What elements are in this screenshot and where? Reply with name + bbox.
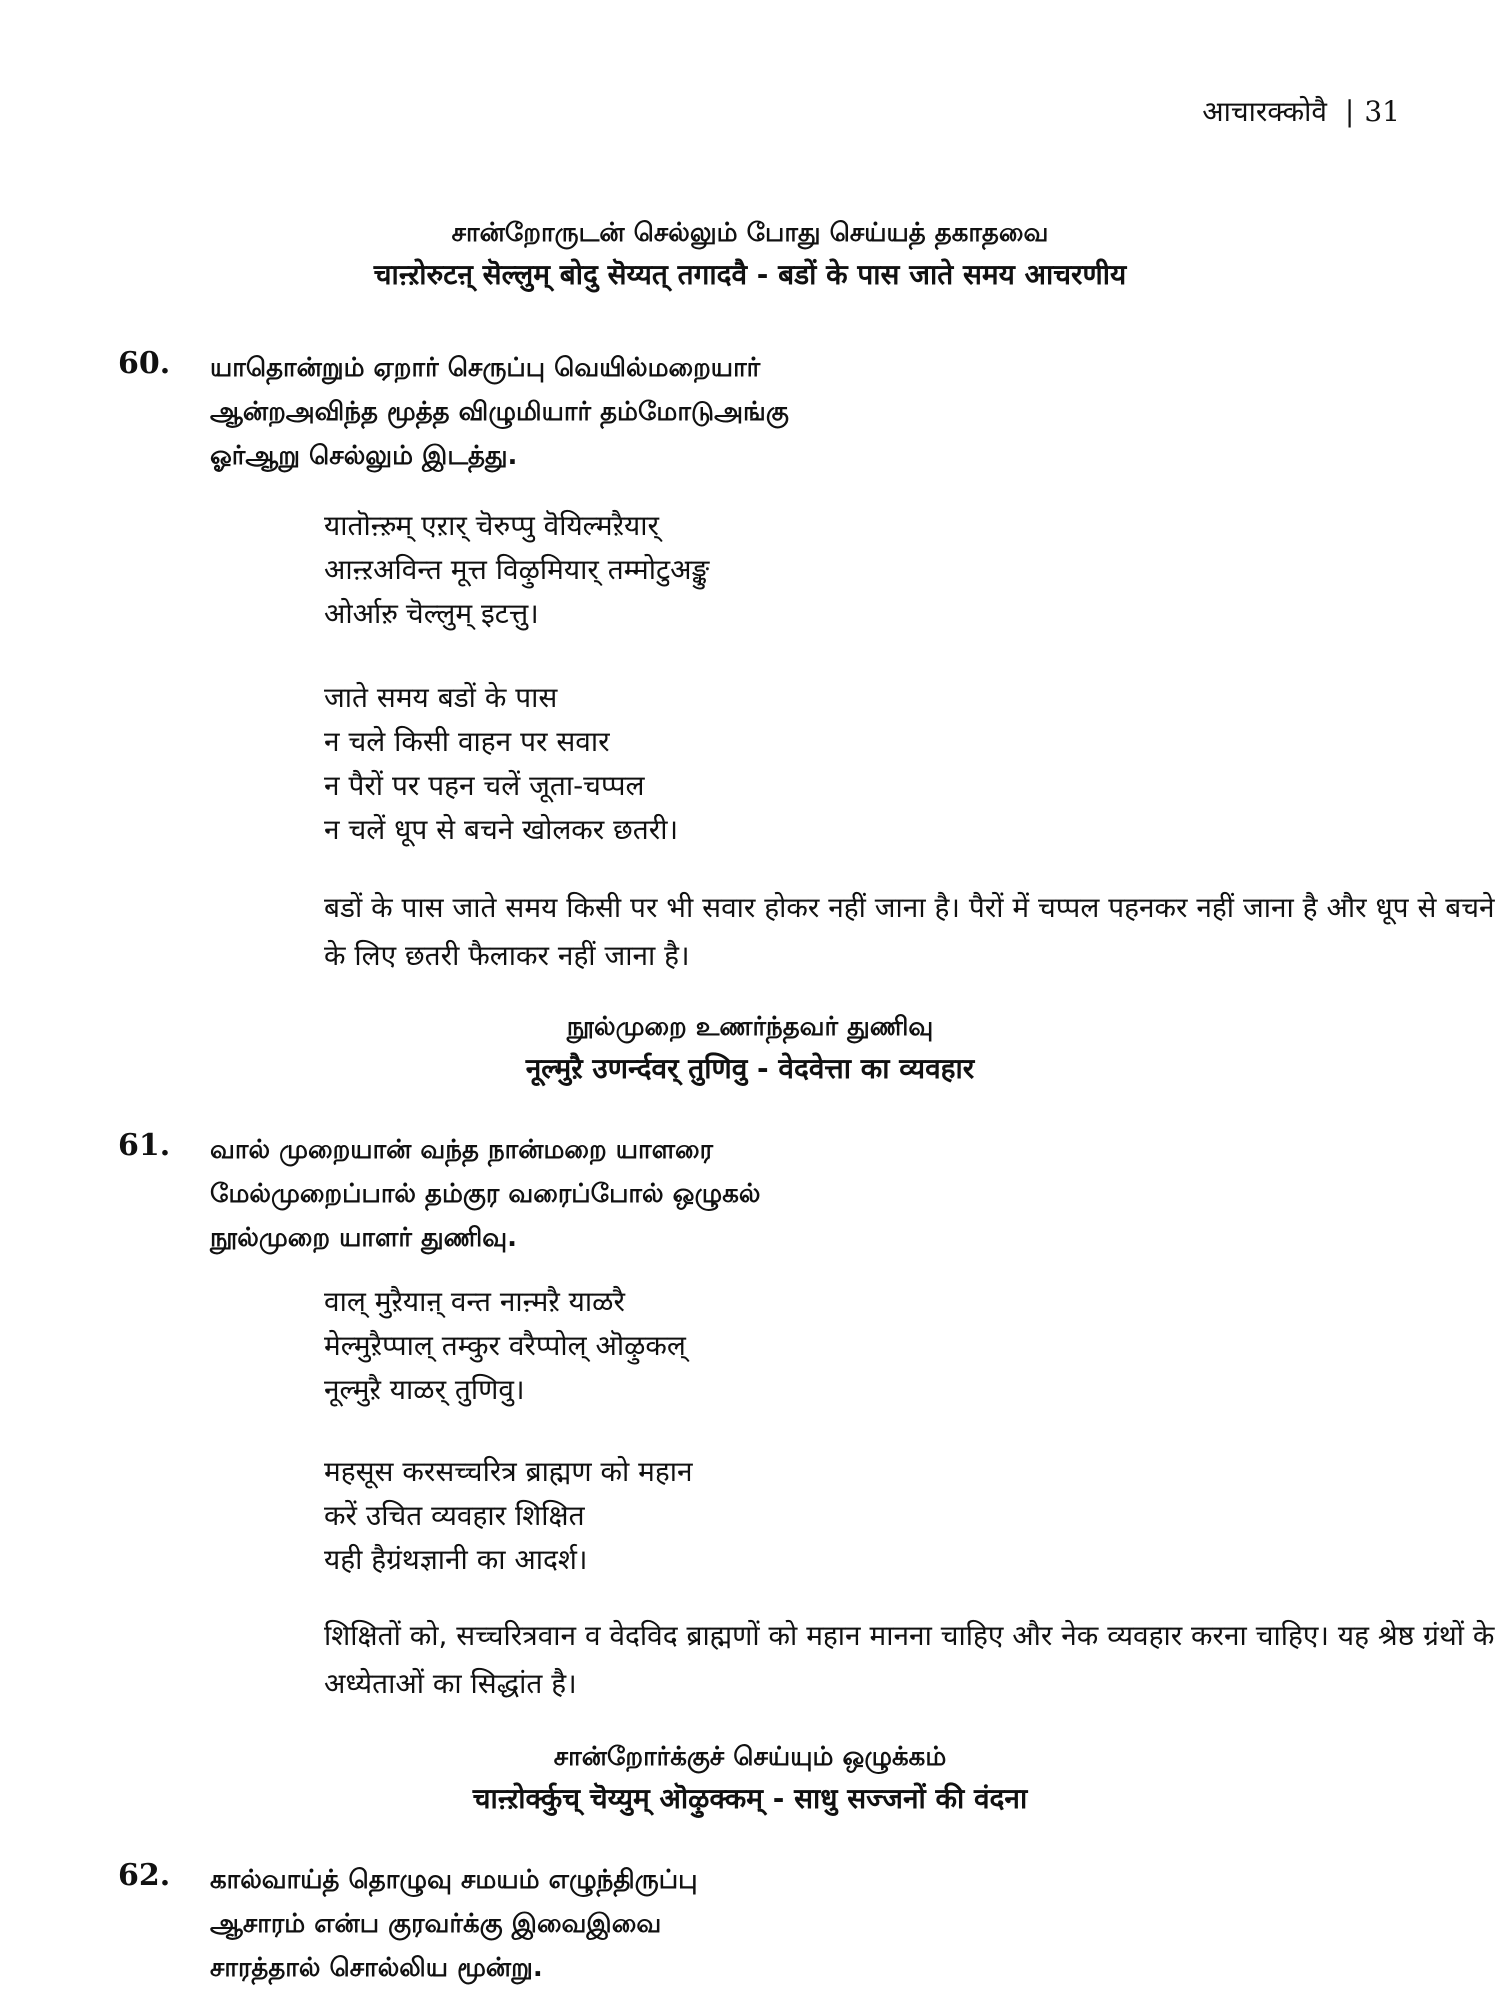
verse-meaning: शिक्षितों को, सच्चरित्रवान व वेदविद ब्राह्मणों को महान मानना चाहिए और नेक व्यवहार करना चाहिए। यह श्रेष्ठ ग्रंथों के अध्येताओं का सिद्धांत है। [324, 1619, 1495, 1700]
verse-number: 62. [118, 1858, 171, 1893]
tamil-line: மேல்முறைப்பால் தம்குர வரைப்போல் ஒழுகல் [210, 1179, 761, 1209]
transliteration-line: मेल्मुऱैप्पाल् तम्कुर वरैप्पोल् ऒऴुकल् [324, 1329, 686, 1362]
transliteration-line: वाल् मुऱैयाऩ् वन्त नाऩ्मऱै याळरै [324, 1285, 625, 1318]
tamil-line: ஓர்ஆறு செல்லும் இடத்து. [210, 441, 518, 471]
section-tamil-heading: சான்றோர்க்குச் செய்யும் ஒழுக்கம் [553, 1742, 947, 1772]
transliteration-line: आऩ्ऱअविन्त मूत्त विऴुमियार् तम्मोटुअङ्कु [324, 553, 710, 586]
hindi-line: महसूस करसच्चरित्र ब्राह्मण को महान [324, 1455, 693, 1488]
hindi-line: जाते समय बडों के पास [324, 681, 558, 714]
tamil-line: கால்வாய்த் தொழுவு சமயம் எழுந்திருப்பு [210, 1865, 698, 1895]
tamil-line: நூல்முறை யாளர் துணிவு. [210, 1223, 518, 1253]
tamil-line: சாரத்தால் சொல்லிய மூன்று. [210, 1953, 543, 1983]
tamil-line: ஆன்றஅவிந்த மூத்த விழுமியார் தம்மோடுஅங்கு [210, 397, 789, 427]
verse-tamil-text [210, 1128, 760, 1260]
section-hindi-heading: चाऩ्ऱोरुटऩ् सॆल्लुम् बोदु सॆय्यत् तगादवै - बडों के पास जाते समय आचरणीय [373, 258, 1127, 291]
tamil-line: ஆசாரம் என்ப குரவர்க்கு இவைஇவை [210, 1909, 662, 1939]
transliteration-line: यातॊऩ्ऱुम् एऱार् चॆरुप्पु वॆयिल्मऱैयार् [324, 509, 659, 542]
verse-transliteration [324, 504, 709, 636]
section-tamil-heading: சான்றோருடன் செல்லும் போது செய்யத் தகாதவை [451, 218, 1049, 248]
page-number: 31 [1364, 95, 1400, 128]
section-tamil-heading: நூல்முறை உணர்ந்தவர் துணிவு [566, 1012, 934, 1042]
verse-meaning: बडों के पास जाते समय किसी पर भी सवार होकर नहीं जाना है। पैरों में चप्पल पहनकर नहीं जाना है और धूप से बचने के लिए छतरी फैलाकर नहीं जाना है। [324, 891, 1495, 972]
transliteration-line: नूल्मुऱै याळर् तुणिवु। [324, 1373, 525, 1406]
section-heading [0, 1006, 1500, 1090]
book-title: आचारक्कोवै [1202, 95, 1327, 128]
header-separator: | [1344, 95, 1355, 128]
hindi-line: न चले किसी वाहन पर सवार [324, 725, 610, 758]
verse-tamil-text [210, 346, 789, 478]
verse-hindi-poem [324, 676, 678, 852]
section-hindi-heading: चाऩ्ऱोर्क्कुच् चॆय्युम् ऒऴुक्कम् - साधु सज्जनों की वंदना [472, 1782, 1028, 1815]
verse-number: 61. [118, 1128, 171, 1163]
transliteration-line: ओर्आऱु चॆल्लुम् इटत्तु। [324, 597, 539, 630]
hindi-line: न चलें धूप से बचने खोलकर छतरी। [324, 813, 679, 846]
verse-number: 60. [118, 346, 171, 381]
verse-hindi-poem [324, 1450, 693, 1582]
verse-tamil-text [210, 1858, 697, 1990]
hindi-line: न पैरों पर पहन चलें जूता-चप्पल [324, 769, 645, 802]
running-header [1202, 92, 1400, 130]
hindi-line: यही हैग्रंथज्ञानी का आदर्श। [324, 1543, 588, 1576]
section-heading [0, 212, 1500, 296]
section-hindi-heading: नूल्मुऱै उणर्न्दवर् तुणिवु - वेदवेत्ता का व्यवहार [525, 1052, 975, 1085]
verse-transliteration [324, 1280, 686, 1412]
tamil-line: வால் முறையான் வந்த நான்மறை யாளரை [210, 1135, 714, 1165]
hindi-line: करें उचित व्यवहार शिक्षित [324, 1499, 585, 1532]
tamil-line: யாதொன்றும் ஏறார் செருப்பு வெயில்மறையார் [210, 353, 761, 383]
section-heading [0, 1736, 1500, 1820]
